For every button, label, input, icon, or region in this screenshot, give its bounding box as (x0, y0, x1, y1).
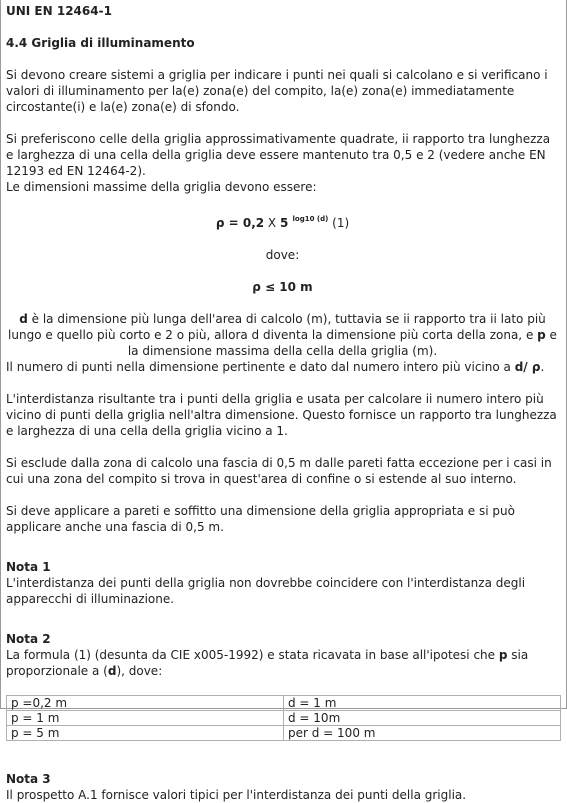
formula-dove: dove: (265, 248, 300, 262)
points-line-end: . (540, 360, 545, 374)
table-cell: p = 1 m (7, 711, 284, 726)
nota-3-text: Il prospetto A.1 fornisce valori tipici per l'interdistanza dei punti della griglia. (6, 788, 467, 802)
formula-base: 5 (279, 216, 289, 230)
symbol-p: p (537, 328, 546, 342)
nota-1-title: Nota 1 (6, 560, 51, 574)
formula-times: X (264, 216, 280, 230)
nota-3-title: Nota 3 (6, 772, 51, 786)
definition-text-1: è la dimensione più lunga dell'area di calcolo (m), tuttavia se ii rapporto tra ii lato più lungo e quello più corto e 2 o più, allora d diventa la dimensione più corta della zona, e (8, 312, 546, 342)
values-table (6, 695, 561, 741)
paragraph-grid-systems: Si devono creare sistemi a griglia per indicare i punti nei quali si calcolano e si verificano i valori di illuminamento per la(e) zona(e) del compito, la(e) zona(e) immediatamente circostante(i) e la(e) zona(e) di sfondo. (6, 68, 548, 114)
paragraph-interdistance: L'interdistanza risultante tra i punti della griglia e usata per calcolare ii numero intero più vicino di punti della griglia nell'altra dimensione. Questo fornisce un rapporto tra lunghezza e larghezza di una cella della griglia vicino a 1. (6, 392, 557, 438)
points-line-text: Il numero di punti nella dimensione pertinente e dato dal numero intero più vicino a (6, 360, 515, 374)
symbol-d: d (19, 312, 28, 326)
nota-2-symbol-p: p (498, 648, 508, 662)
points-line (6, 359, 559, 375)
document-code: UNI EN 12464-1 (6, 4, 112, 18)
nota-1-text: L'interdistanza dei punti della griglia non dovrebbe coincidere con l'interdistanza degli apparecchi di illuminazione. (6, 576, 526, 606)
table-row (7, 711, 561, 726)
formula-constraint: ρ ≤ 10 m (252, 280, 313, 294)
definition-block (6, 311, 559, 375)
nota-2-text-3: ), dove: (116, 664, 163, 678)
table-cell: p = 5 m (7, 726, 284, 741)
nota-2-title: Nota 2 (6, 632, 51, 646)
formula-ref: (1) (328, 216, 350, 230)
paragraph-cells-dimensions: Le dimensioni massime della griglia devono essere: (6, 180, 317, 194)
definition-text-2: e la dimensione massima della cella della griglia (m). (127, 328, 557, 358)
formula-exponent: log10 (d) (292, 215, 329, 223)
nota-2-text-2: sia proporzionale a ( (6, 648, 529, 678)
nota-2-text (6, 647, 559, 679)
paragraph-cells (6, 131, 559, 195)
document-content (6, 3, 559, 803)
points-line-ratio: d/ ρ (514, 360, 541, 374)
formula-lhs: ρ = 0,2 (215, 216, 265, 230)
table-cell: d = 1 m (284, 696, 561, 711)
table-row (7, 726, 561, 741)
paragraph-exclusion: Si esclude dalla zona di calcolo una fascia di 0,5 m dalle pareti fatta eccezione per i casi in cui una zona del compito si trova in quest'area di confine o si estende al suo interno. (6, 456, 552, 486)
section-title: 4.4 Griglia di illuminamento (6, 36, 195, 50)
paragraph-cells-ratio: Si preferiscono celle della griglia approssimativamente quadrate, ii rapporto tra lunghezza e larghezza di una cella della griglia deve essere mantenuto tra 0,5 e 2 (vedere anche EN 12193 ed EN 12464-2). (6, 132, 551, 178)
formula (6, 211, 559, 231)
nota-2-symbol-d: d (107, 664, 117, 678)
table-row (7, 696, 561, 711)
table-cell: d = 10m (284, 711, 561, 726)
paragraph-walls: Si deve applicare a pareti e soffitto una dimensione della griglia appropriata e si può applicare anche una fascia di 0,5 m. (6, 504, 515, 534)
table-cell: per d = 100 m (284, 726, 561, 741)
definition-d (6, 311, 559, 359)
nota-2-text-1: La formula (1) (desunta da CIE x005-1992) e stata ricavata in base all'ipotesi che (6, 648, 499, 662)
table-cell: p =0,2 m (7, 696, 284, 711)
